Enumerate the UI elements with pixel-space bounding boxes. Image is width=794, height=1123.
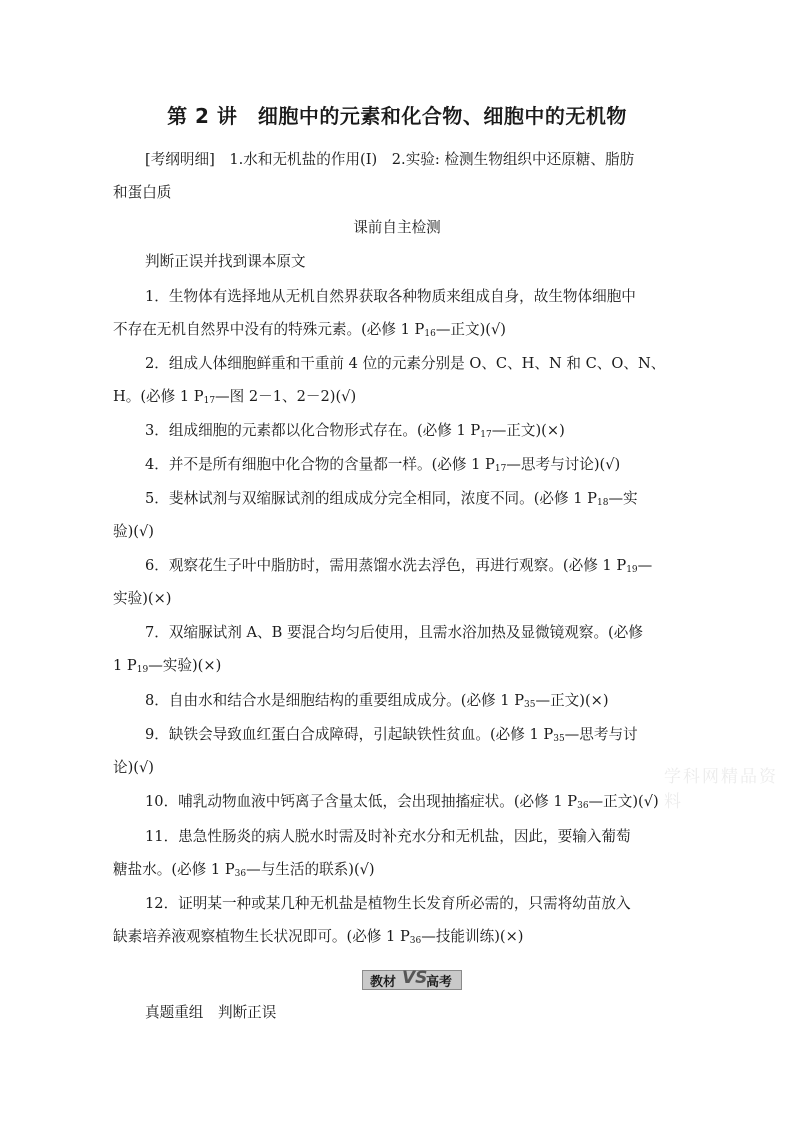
final-heading: 真题重组 判断正误: [145, 1004, 277, 1021]
item-5-line-1: 5．斐林试剂与双缩脲试剂的组成成分完全相同，浓度不同。(必修 1 $P_{18}—$实: [145, 490, 638, 508]
item-4-line-1: 4．并不是所有细胞中化合物的含量都一样。(必修 1 $P_{17}—$思考与讨论)(√): [145, 456, 621, 474]
item-2-line-1: 2．组成人体细胞鲜重和干重前 4 位的元素分别是 O、C、H、N 和 C、O、N、: [145, 355, 666, 372]
vs-icon: VS: [402, 968, 428, 988]
item-6-line-1: 6．观察花生子叶中脂肪时，需用蒸馏水洗去浮色，再进行观察。(必修 1 $P_{19}—$: [145, 557, 653, 575]
item-7-line-2: 1 $P_{19}—$实验)(×): [113, 657, 222, 675]
page-title: 第 2 讲 细胞中的元素和化合物、细胞中的无机物: [167, 104, 627, 128]
textbook-vs-exam-badge: [362, 970, 462, 990]
watermark-text: 学科网精品资料: [664, 767, 778, 812]
item-9-line-2: 论)(√): [113, 759, 154, 776]
item-5-line-2: 验)(√): [113, 523, 154, 540]
item-9-line-1: 9．缺铁会导致血红蛋白合成障碍，引起缺铁性贫血。(必修 1 $P_{35}—$思考与讨: [145, 726, 638, 744]
item-8-line-1: 8．自由水和结合水是细胞结构的重要组成成分。(必修 1 $P_{35}—$正文)(×): [145, 692, 609, 710]
item-1-line-1: 1．生物体有选择地从无机自然界获取各种物质来组成自身，故生物体细胞中: [145, 288, 636, 305]
item-11-line-1: 11．患急性肠炎的病人脱水时需及时补充水分和无机盐，因此，要输入葡萄: [145, 828, 631, 845]
item-3-line-1: 3．组成细胞的元素都以化合物形式存在。(必修 1 $P_{17}—$正文)(×): [145, 422, 565, 440]
item-7-line-1: 7．双缩脲试剂 A、B 要混合均匀后使用，且需水浴加热及显微镜观察。(必修: [145, 624, 643, 641]
badge-right-label: 高考: [426, 975, 453, 990]
exam-outline-line-2: 和蛋白质: [113, 184, 172, 201]
section-heading: 课前自主检测: [353, 219, 441, 236]
item-12-line-2: 缺素培养液观察植物生长状况即可。(必修 1 $P_{36}—$技能训练)(×): [113, 928, 524, 946]
item-12-line-1: 12．证明某一种或某几种无机盐是植物生长发育所必需的，只需将幼苗放入: [145, 895, 631, 912]
badge-left-label: 教材: [370, 975, 397, 990]
exam-outline-line-1: [考纲明细] 1.水和无机盐的作用(Ⅰ) 2.实验: 检测生物组织中还原糖、脂肪: [145, 151, 635, 168]
item-6-line-2: 实验)(×): [113, 590, 172, 607]
item-2-line-2: H。(必修 1 $P_{17}—$图 2－1、2－2)(√): [113, 388, 357, 406]
item-11-line-2: 糖盐水。(必修 1 $P_{36}—$与生活的联系)(√): [113, 861, 375, 879]
item-10-line-1: 10．哺乳动物血液中钙离子含量太低，会出现抽搐症状。(必修 1 $P_{36}—$正文)(√): [145, 793, 659, 811]
instruction-text: 判断正误并找到课本原文: [145, 253, 306, 270]
item-1-line-2: 不存在无机自然界中没有的特殊元素。(必修 1 $P_{16}—$正文)(√): [113, 321, 506, 339]
